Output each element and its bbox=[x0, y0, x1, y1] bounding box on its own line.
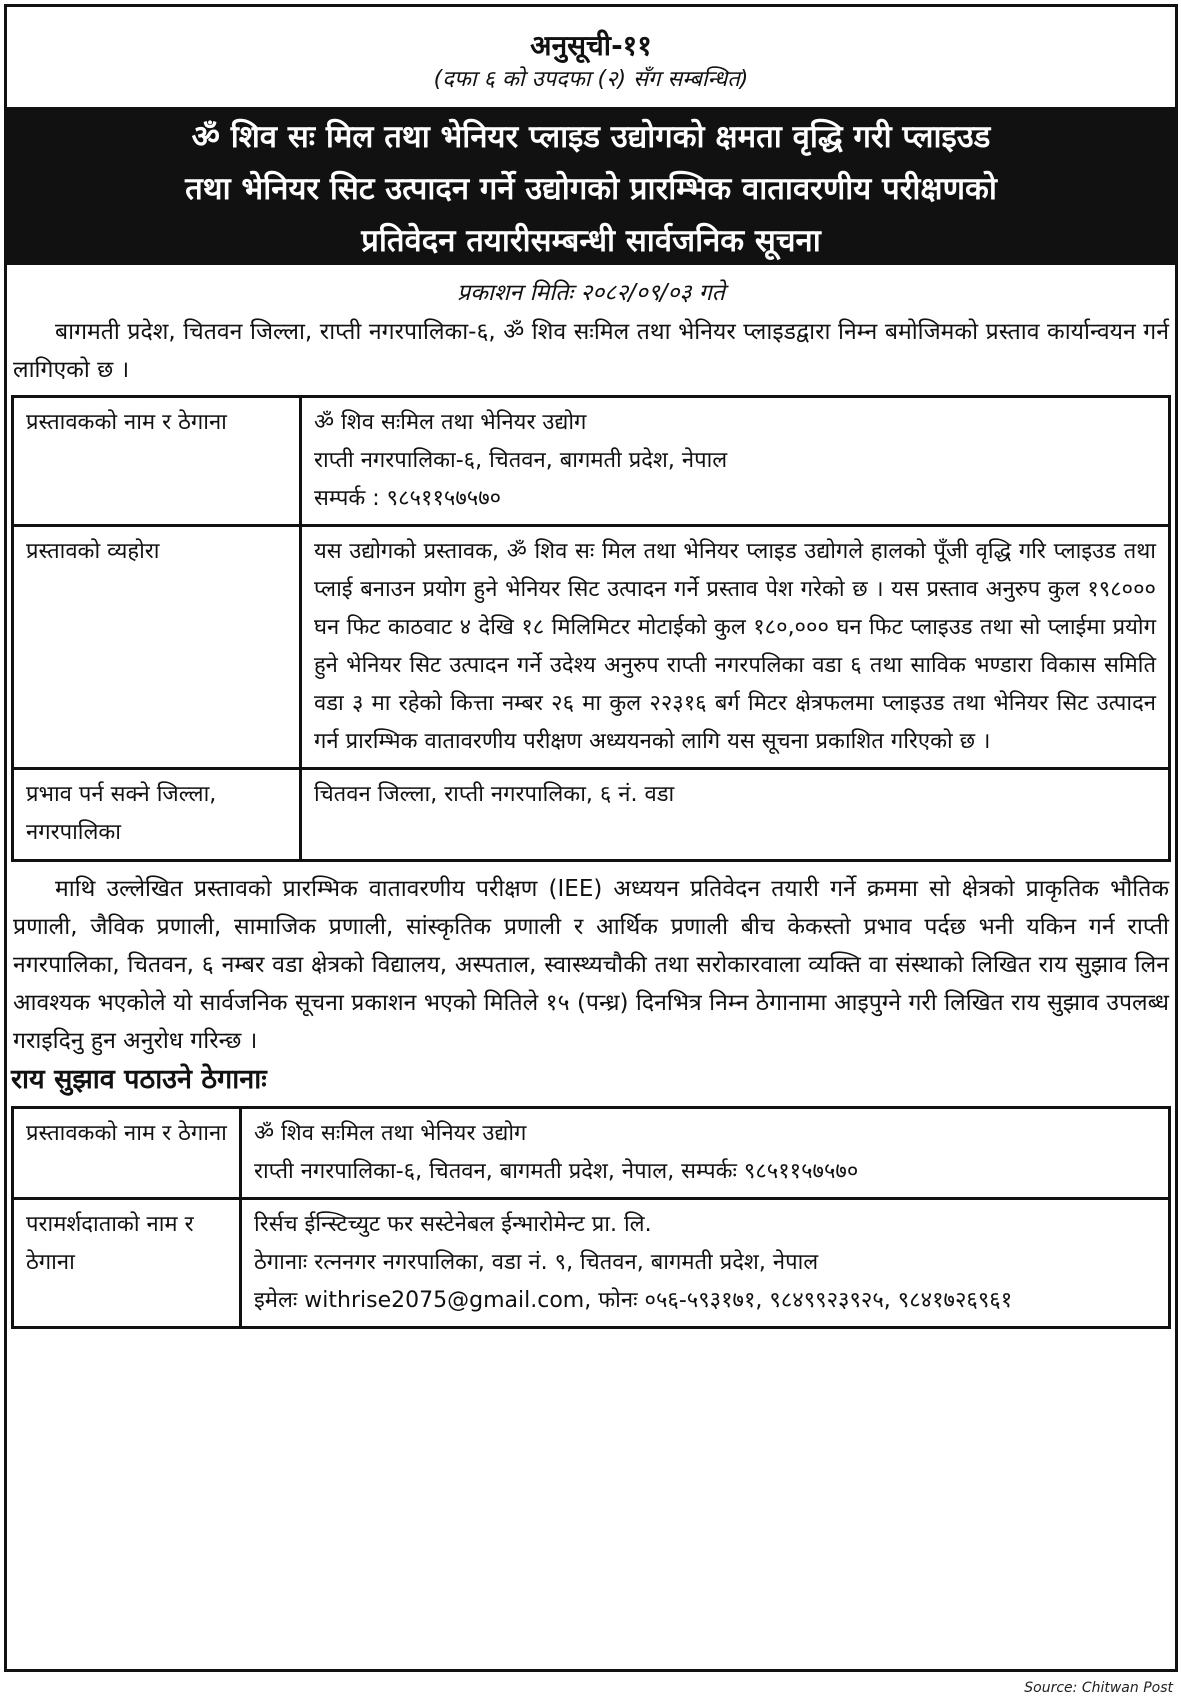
table-row bbox=[13, 769, 1170, 861]
value-line: राप्ती नगरपालिका-६, चितवन, बागमती प्रदेश, नेपाल, सम्पर्कः ९८५११५७५७० bbox=[254, 1159, 859, 1184]
row-label: प्रभाव पर्न सक्ने जिल्ला, नगरपालिका bbox=[13, 769, 301, 861]
body-paragraph: माथि उल्लेखित प्रस्तावको प्रारम्भिक वातावरणीय परीक्षण (IEE) अध्ययन प्रतिवेदन तयारी गर्ने क्रममा सो क्षेत्रको प्राकृतिक भौतिक प्रणाली, जैविक प्रणाली, सामाजिक प्रणाली, सांस्कृतिक प्रणाली र आर्थिक प्रणाली बीच केकस्तो प्रभाव पर्दछ भनी यकिन गर्न राप्ती नगरपालिका, चितवन, ६ नम्बर वडा क्षेत्रको विद्यालय, अस्पताल, स्वास्थ्यचौकी तथा सरोकारवाला व्यक्ति वा संस्थाको लिखित राय सुझाव लिन आवश्यक भएकोले यो सार्वजनिक सूचना प्रकाशन भएको मितिले १५ (पन्ध्र) दिनभित्र निम्न ठेगानामा आइपुग्ने गरी लिखित राय सुझाव उपलब्ध गराइदिनु हुन अनुरोध गरिन्छ । bbox=[13, 876, 1169, 1054]
value-line: सम्पर्क : ९८५११५७५७० bbox=[314, 486, 502, 511]
value-line: ठेगानाः रत्ननगर नगरपालिका, वडा नं. ९, चितवन, बागमती प्रदेश, नेपाल bbox=[254, 1250, 819, 1275]
row-value bbox=[241, 1199, 1170, 1328]
value-line: राप्ती नगरपालिका-६, चितवन, बागमती प्रदेश, नेपाल bbox=[314, 448, 728, 473]
source-credit: Source: Chitwan Post bbox=[1024, 1680, 1173, 1696]
table-row bbox=[13, 526, 1170, 769]
row-value bbox=[301, 397, 1170, 526]
value-line: चितवन जिल्ला, राप्ती नगरपालिका, ६ नं. वडा bbox=[314, 782, 675, 807]
row-label: प्रस्तावको व्यहोरा bbox=[13, 526, 301, 769]
schedule-subtitle: (दफा ६ को उपदफा (२) सँग सम्बन्धित) bbox=[433, 67, 749, 92]
publication-date: प्रकाशन मितिः २०८२/०९/०३ गते bbox=[457, 280, 725, 306]
value-line: ॐ शिव सःमिल तथा भेनियर उद्योग bbox=[314, 410, 587, 435]
row-label: परामर्शदाताको नाम र ठेगाना bbox=[13, 1199, 241, 1328]
table-row bbox=[13, 1108, 1170, 1199]
proposal-table bbox=[11, 395, 1171, 862]
value-line: इमेलः withrise2075@gmail.com, फोनः ०५६-५९३१७१, ९८४९९२३९२५, ९८४१७२६९६१ bbox=[254, 1288, 1013, 1313]
banner-line: प्रतिवेदन तयारीसम्बन्धी सार्वजनिक सूचना bbox=[361, 223, 821, 259]
banner-line: तथा भेनियर सिट उत्पादन गर्ने उद्योगको प्रारम्भिक वातावरणीय परीक्षणको bbox=[185, 171, 997, 207]
row-value bbox=[241, 1108, 1170, 1199]
value-line: ॐ शिव सःमिल तथा भेनियर उद्योग bbox=[254, 1121, 527, 1146]
table-row bbox=[13, 1199, 1170, 1328]
banner-line: ॐ शिव सः मिल तथा भेनियर प्लाइड उद्योगको क्षमता वृद्धि गरी प्लाइउड bbox=[191, 119, 991, 155]
notice-frame bbox=[4, 4, 1178, 1672]
notice-header bbox=[7, 7, 1175, 107]
row-label: प्रस्तावकको नाम र ठेगाना bbox=[13, 397, 301, 526]
notice-title-banner bbox=[7, 107, 1175, 265]
feedback-address-heading: राय सुझाव पठाउने ठेगानाः bbox=[11, 1064, 267, 1095]
row-label: प्रस्तावकको नाम र ठेगाना bbox=[13, 1108, 241, 1199]
address-table bbox=[11, 1106, 1171, 1329]
intro-paragraph: बागमती प्रदेश, चितवन जिल्ला, राप्ती नगरपालिका-६, ॐ शिव सःमिल तथा भेनियर प्लाइडद्वारा निम्न बमोजिमको प्रस्ताव कार्यान्वयन गर्न लागिएको छ । bbox=[13, 319, 1169, 383]
row-value bbox=[301, 526, 1170, 769]
schedule-title: अनुसूची-११ bbox=[530, 29, 652, 62]
row-value bbox=[301, 769, 1170, 861]
value-line: रिर्सच ईन्स्टिच्युट फर सस्टेनेबल ईन्भारोमेन्ट प्रा. लि. bbox=[254, 1212, 652, 1237]
table-row bbox=[13, 397, 1170, 526]
value-line: यस उद्योगको प्रस्तावक, ॐ शिव सः मिल तथा भेनियर प्लाइड उद्योगले हालको पूँजी वृद्धि गरि प्लाइउड तथा प्लाई बनाउन प्रयोग हुने भेनियर सिट उत्पादन गर्ने प्रस्ताव पेश गरेको छ । यस प्रस्ताव अनुरुप कुल १९८००० घन फिट काठवाट ४ देखि १८ मिलिमिटर मोटाईको कुल १८०,००० घन फिट प्लाइउड तथा सो प्लाईमा प्रयोग हुने भेनियर सिट उत्पादन गर्ने उदेश्य अनुरुप राप्ती नगरपलिका वडा ६ तथा साविक भण्डारा विकास समिति वडा ३ मा रहेको कित्ता नम्बर २६ मा कुल २२३१६ बर्ग मिटर क्षेत्रफलमा प्लाइउड तथा भेनियर सिट उत्पादन गर्न प्रारम्भिक वातावरणीय परीक्षण अध्ययनको लागि यस सूचना प्रकाशित गरिएको छ । bbox=[314, 539, 1156, 754]
